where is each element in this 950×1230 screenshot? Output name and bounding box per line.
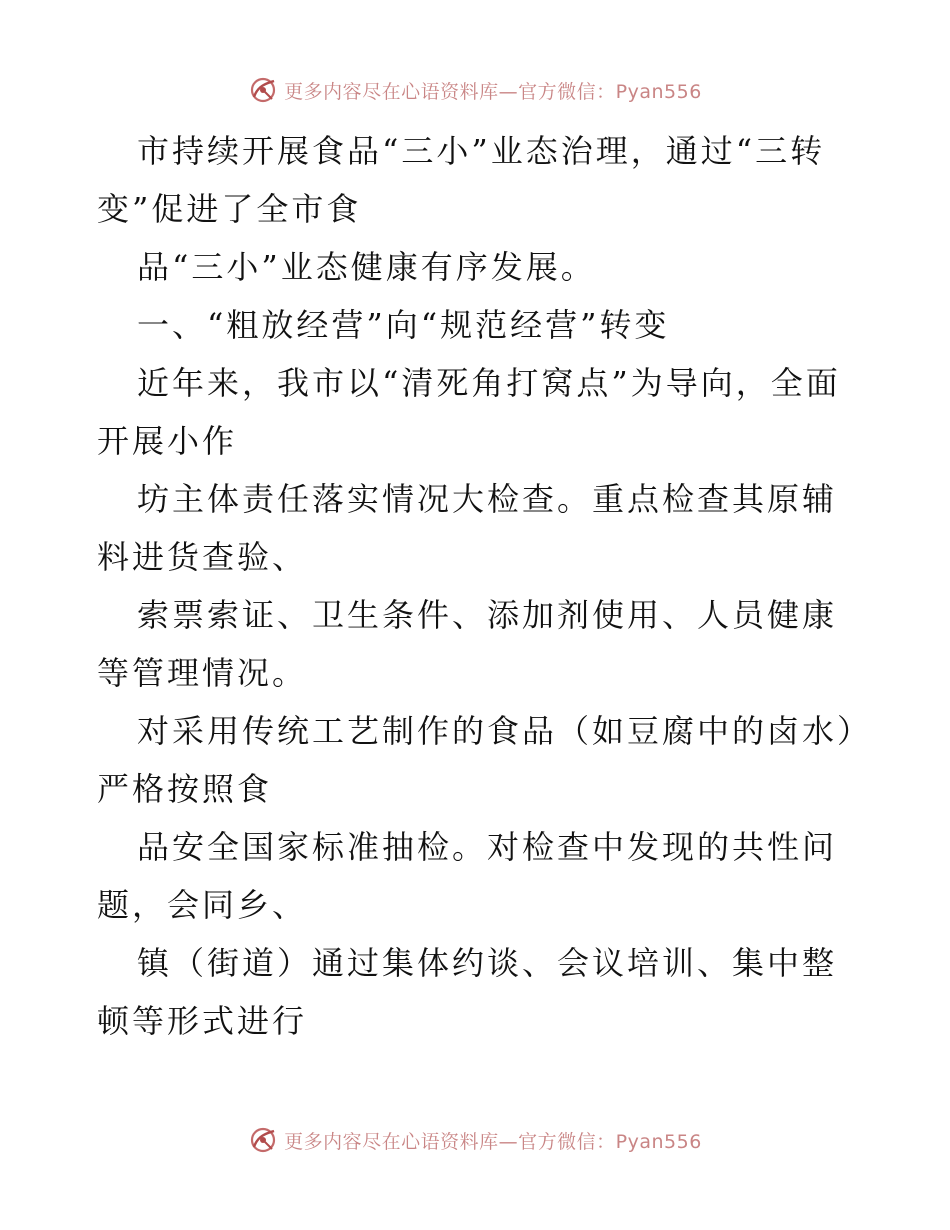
watermark-text: 更多内容尽在心语资料库—官方微信：Pyan556 (284, 80, 702, 103)
section-heading: 一、“粗放经营”向“规范经营”转变 (137, 306, 670, 344)
watermark-text: 更多内容尽在心语资料库—官方微信：Pyan556 (284, 1130, 702, 1153)
paragraph: 坊主体责任落实情况大检查。重点检查其原辅料进货查验、 (97, 480, 838, 576)
paragraph: 对采用传统工艺制作的食品（如豆腐中的卤水）严格按照食 (97, 712, 857, 808)
footer-watermark (0, 1120, 950, 1160)
paragraph: 品“三小”业态健康有序发展。 (137, 248, 596, 286)
paragraph: 品安全国家标准抽检。对检查中发现的共性问题，会同乡、 (97, 828, 838, 924)
paragraph: 近年来，我市以“清死角打窝点”为导向，全面开展小作 (97, 364, 841, 460)
pen-swirl-logo-icon (248, 75, 278, 105)
paragraph: 市持续开展食品“三小”业态治理，通过“三转变”促进了全市食 (97, 132, 826, 228)
header-watermark (0, 70, 950, 110)
pen-swirl-logo-icon (248, 1125, 278, 1155)
document-body (97, 122, 857, 1050)
paragraph: 索票索证、卫生条件、添加剂使用、人员健康等管理情况。 (97, 596, 838, 692)
paragraph: 镇（街道）通过集体约谈、会议培训、集中整顿等形式进行 (97, 944, 838, 1040)
